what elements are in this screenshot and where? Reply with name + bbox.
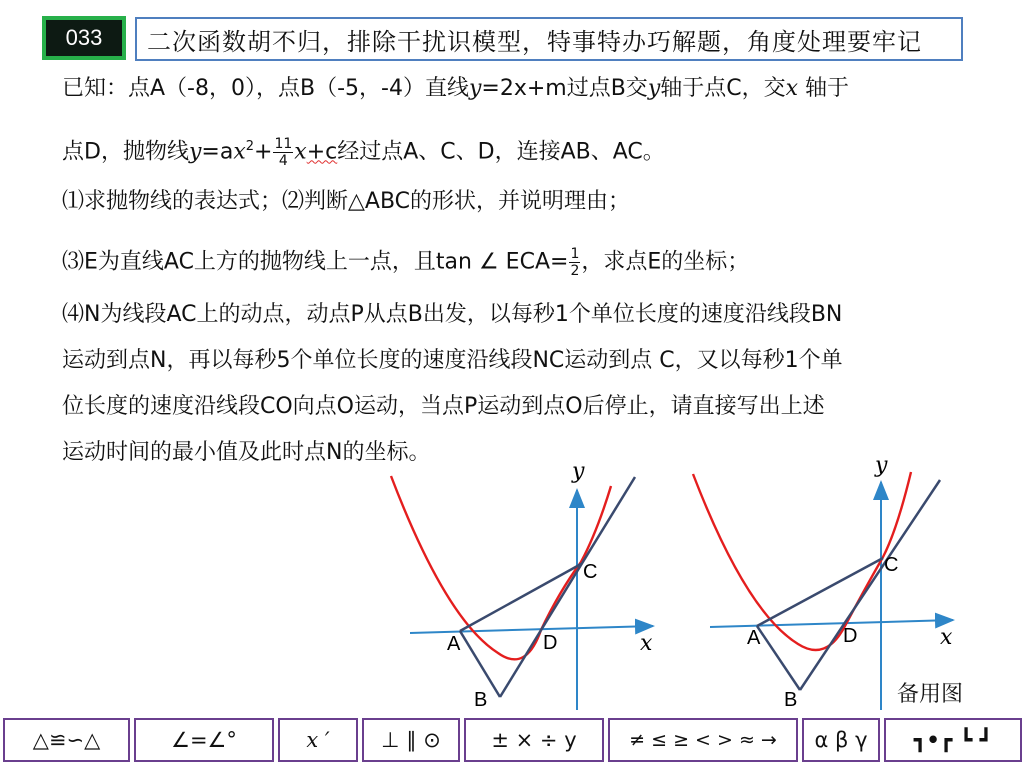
graph-backup bbox=[685, 452, 975, 712]
fraction-1-2: $\frac{1}{2}$ bbox=[570, 246, 580, 279]
label-C: C bbox=[884, 554, 899, 576]
problem-line-1: 已知：点A（-8，0），点B（-5，-4）直线y=2x+m过点B交y轴于点C，交x 轴于 bbox=[62, 76, 850, 101]
segment-AB bbox=[757, 626, 800, 690]
problem-line-4: ⑶E为直线AC上方的抛物线上一点，且tan ∠ ECA= $\frac{1}{2}$ ，求点E的坐标； bbox=[62, 246, 750, 279]
problem-title bbox=[135, 17, 963, 61]
label-B: B bbox=[474, 689, 488, 711]
symbol-button-greek[interactable]: α β γ bbox=[802, 718, 880, 762]
line-BC bbox=[500, 477, 635, 697]
graph-main bbox=[385, 452, 675, 712]
line-BC bbox=[800, 480, 940, 690]
y-axis-label: y bbox=[875, 453, 888, 478]
label-D: D bbox=[843, 625, 858, 647]
label-A: A bbox=[447, 633, 461, 655]
title-text: 二次函数胡不归，排除干扰识模型，特事特办巧解题，角度处理要牢记 bbox=[147, 27, 922, 56]
symbol-button-congruence[interactable]: △≌∽△ bbox=[3, 718, 130, 762]
symbol-button-perp-parallel-circle[interactable]: ⊥ ∥ ⊙ bbox=[362, 718, 460, 762]
symbol-button-right-angle-marks[interactable]: ┓•┏ ┗ ┛ bbox=[884, 718, 1022, 762]
symbol-button-arithmetic[interactable]: ± × ÷ y bbox=[464, 718, 604, 762]
problem-line-2: 点D，抛物线$y=ax^2+$ $\frac{11}{4}$ x+c经过点A、C、D，连接AB、AC。 bbox=[62, 135, 665, 169]
problem-line-8: 运动时间的最小值及此时点N的坐标。 bbox=[62, 440, 431, 465]
segment-AB bbox=[460, 631, 500, 697]
problem-line-5: ⑷N为线段AC上的动点，动点P从点B出发，以每秒1个单位长度的速度沿线段BN bbox=[62, 302, 843, 327]
problem-number: 033 bbox=[65, 25, 103, 50]
problem-line-6: 运动到点N，再以每秒5个单位长度的速度沿线段NC运动到点 C，又以每秒1个单 bbox=[62, 348, 843, 373]
x-axis bbox=[410, 626, 653, 633]
symbol-button-variable-prime[interactable]: x ′ bbox=[278, 718, 358, 762]
problem-line-3: ⑴求抛物线的表达式；⑵判断△ABC的形状，并说明理由； bbox=[62, 189, 631, 214]
label-B: B bbox=[784, 689, 798, 711]
problem-line-7: 位长度的速度沿线段CO向点O运动，当点P运动到点O后停止，请直接写出上述 bbox=[62, 394, 825, 419]
x-axis bbox=[710, 620, 953, 627]
symbol-button-relations[interactable]: ≠ ≤ ≥ < > ≈ → bbox=[608, 718, 798, 762]
label-C: C bbox=[583, 561, 598, 583]
label-D: D bbox=[543, 632, 558, 654]
x-axis-label: x bbox=[940, 625, 953, 650]
symbol-button-angle[interactable]: ∠=∠° bbox=[134, 718, 274, 762]
fraction-11-4: $\frac{11}{4}$ bbox=[274, 135, 293, 169]
segment-AC bbox=[460, 564, 581, 631]
backup-figure-label: 备用图 bbox=[897, 682, 964, 707]
problem-number-badge bbox=[42, 16, 126, 60]
x-axis-label: x bbox=[640, 631, 653, 656]
y-axis-label: y bbox=[572, 459, 585, 484]
label-A: A bbox=[747, 627, 761, 649]
